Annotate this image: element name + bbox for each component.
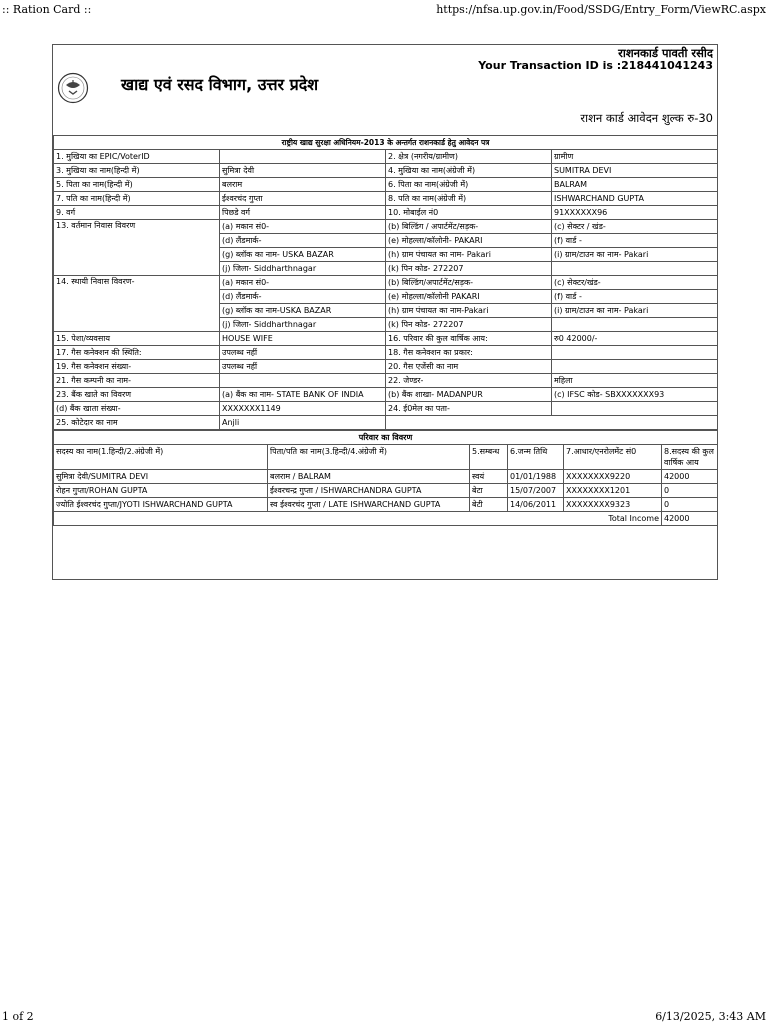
family-member-cell: स्व ईश्वरचंद गुप्ता / LATE ISHWARCHAND GUPTA: [268, 498, 470, 512]
address-field: (b) बिल्डिंग/अपार्टमेंट/सड़क-: [386, 276, 552, 290]
family-details-table: [53, 430, 718, 526]
account-value: XXXXXXX1149: [220, 402, 386, 416]
field-label: 20. गैस एजेंसी का नाम: [386, 360, 552, 374]
family-column-header: 5.सम्बन्ध: [470, 445, 508, 470]
transaction-id: [478, 59, 713, 72]
address-field: (d) लैंडमार्क-: [220, 234, 386, 248]
address-row: [54, 276, 718, 290]
print-footer: [0, 1008, 768, 1024]
field-value: HOUSE WIFE: [220, 332, 386, 346]
family-heading: परिवार का विवरण: [54, 431, 718, 445]
bank-name: (a) बैंक का नाम- STATE BANK OF INDIA: [220, 388, 386, 402]
address-field: (d) लैंडमार्क-: [220, 290, 386, 304]
address-field: (c) सेक्टर/खंड-: [552, 276, 718, 290]
family-member-cell: 01/01/1988: [508, 470, 564, 484]
field-label: 16. परिवार की कुल वार्षिक आय:: [386, 332, 552, 346]
detail-row: [54, 178, 718, 192]
field-value: उपलब्ध नहीं: [220, 346, 386, 360]
field-value: [220, 150, 386, 164]
address-field: (e) मोहल्ला/कॉलोनी- PAKARI: [386, 234, 552, 248]
transaction-value: 218441041243: [621, 59, 713, 72]
email-label: 24. ई0मेल का पता-: [386, 402, 552, 416]
address-label: 14. स्थायी निवास विवरण-: [54, 276, 220, 332]
address-field: (h) ग्राम पंचायत का नाम- Pakari: [386, 248, 552, 262]
family-member-cell: बलराम / BALRAM: [268, 470, 470, 484]
address-field: (j) जिला- Siddharthnagar: [220, 318, 386, 332]
family-member-row: [54, 498, 718, 512]
field-label: 8. पति का नाम(अंग्रेजी में): [386, 192, 552, 206]
address-field: (i) ग्राम/टाउन का नाम- Pakari: [552, 304, 718, 318]
field-label: 22. जेण्डर-: [386, 374, 552, 388]
family-member-cell: 0: [662, 498, 718, 512]
field-label: 5. पिता का नाम(हिन्दी में): [54, 178, 220, 192]
address-field: (g) ब्लॉक का नाम- USKA BAZAR: [220, 248, 386, 262]
detail-row: [54, 374, 718, 388]
field-value: ग्रामीण: [552, 150, 718, 164]
field-label: 10. मोबाईल नं0: [386, 206, 552, 220]
field-value: [552, 360, 718, 374]
family-column-header: पिता/पति का नाम(3.हिन्दी/4.अंग्रेजी में): [268, 445, 470, 470]
field-value: SUMITRA DEVI: [552, 164, 718, 178]
field-label: 6. पिता का नाम(अंग्रेजी में): [386, 178, 552, 192]
family-member-cell: 0: [662, 484, 718, 498]
family-member-row: [54, 484, 718, 498]
field-value: महिला: [552, 374, 718, 388]
field-label: 3. मुखिया का नाम(हिन्दी में): [54, 164, 220, 178]
address-field: (a) मकान सं0-: [220, 220, 386, 234]
field-value: [552, 346, 718, 360]
field-label: 4. मुखिया का नाम(अंग्रेजी में): [386, 164, 552, 178]
total-income-label: Total Income: [54, 512, 662, 526]
field-value: [220, 374, 386, 388]
address-row: [54, 220, 718, 234]
address-field: (g) ब्लॉक का नाम-USKA BAZAR: [220, 304, 386, 318]
address-field: (j) जिला- Siddharthnagar: [220, 262, 386, 276]
field-value: सुमित्रा देवी: [220, 164, 386, 178]
family-member-cell: ज्योति ईश्वरचंद गुप्ता/JYOTI ISHWARCHAND GUPTA: [54, 498, 268, 512]
address-field: (k) पिन कोड- 272207: [386, 262, 552, 276]
family-member-cell: सुमित्रा देवी/SUMITRA DEVI: [54, 470, 268, 484]
field-label: 2. क्षेत्र (नगरीय/ग्रामीण): [386, 150, 552, 164]
family-member-cell: रोहन गुप्ता/ROHAN GUPTA: [54, 484, 268, 498]
transaction-label: Your Transaction ID is :: [478, 59, 622, 72]
address-field: [552, 262, 718, 276]
address-field: (b) बिल्डिंग / अपार्टमेंट/सड़क-: [386, 220, 552, 234]
field-value: ईश्वरचंद गुप्ता: [220, 192, 386, 206]
field-label: 19. गैस कनेक्शन संख्या-: [54, 360, 220, 374]
application-details-table: [53, 135, 718, 430]
family-member-row: [54, 470, 718, 484]
family-column-header: 6.जन्म तिथि: [508, 445, 564, 470]
form-heading: राष्ट्रीय खाद्य सुरक्षा अधिनियम-2013 के अन्तर्गत राशनकार्ड हेतु आवेदन पत्र: [54, 136, 718, 150]
address-field: (e) मोहल्ला/कॉलोनी PAKARI: [386, 290, 552, 304]
address-field: (a) मकान सं0-: [220, 276, 386, 290]
up-government-emblem-icon: [57, 72, 89, 104]
detail-row: [54, 206, 718, 220]
family-member-cell: बेटी: [470, 498, 508, 512]
address-field: [552, 318, 718, 332]
address-field: (f) वार्ड -: [552, 234, 718, 248]
family-member-cell: 42000: [662, 470, 718, 484]
field-label: 17. गैस कनेक्शन की स्थिति:: [54, 346, 220, 360]
field-value: रु0 42000/-: [552, 332, 718, 346]
field-value: 91XXXXXX96: [552, 206, 718, 220]
address-field: (k) पिन कोड- 272207: [386, 318, 552, 332]
print-header-url: https://nfsa.up.gov.in/Food/SSDG/Entry_Form/ViewRC.aspx: [436, 3, 766, 16]
account-row: [54, 402, 718, 416]
field-label: 7. पति का नाम(हिन्दी में): [54, 192, 220, 206]
family-member-cell: 14/06/2011: [508, 498, 564, 512]
address-field: (c) सेक्टर / खंड-: [552, 220, 718, 234]
field-value: पिछडे वर्ग: [220, 206, 386, 220]
family-column-header: सदस्य का नाम(1.हिन्दी/2.अंग्रेजी में): [54, 445, 268, 470]
email-value: [552, 402, 718, 416]
address-field: (i) ग्राम/टाउन का नाम- Pakari: [552, 248, 718, 262]
family-column-header: 8.सदस्य की कुल वार्षिक आय: [662, 445, 718, 470]
detail-row: [54, 346, 718, 360]
family-member-cell: बेटा: [470, 484, 508, 498]
field-value: उपलब्ध नहीं: [220, 360, 386, 374]
receipt-title: राशनकार्ड पावती रसीद: [618, 46, 713, 60]
family-member-cell: 15/07/2007: [508, 484, 564, 498]
kotedar-blank: [386, 416, 718, 430]
field-label: 15. पेशा/व्यवसाय: [54, 332, 220, 346]
address-field: (h) ग्राम पंचायत का नाम-Pakari: [386, 304, 552, 318]
bank-row: [54, 388, 718, 402]
field-label: 9. वर्ग: [54, 206, 220, 220]
print-header: [0, 0, 768, 18]
print-header-title: :: Ration Card ::: [2, 3, 92, 16]
kotedar-value: Anjli: [220, 416, 386, 430]
receipt-header: [53, 45, 717, 135]
address-label: 13. वर्तमान निवास विवरण: [54, 220, 220, 276]
total-income-value: 42000: [662, 512, 718, 526]
detail-row: [54, 150, 718, 164]
family-member-cell: XXXXXXXX9323: [564, 498, 662, 512]
family-member-cell: XXXXXXXX1201: [564, 484, 662, 498]
field-label: 1. मुखिया का EPIC/VoterID: [54, 150, 220, 164]
field-value: ISHWARCHAND GUPTA: [552, 192, 718, 206]
family-member-cell: ईश्वरचन्द्र गुप्ता / ISHWARCHANDRA GUPTA: [268, 484, 470, 498]
field-label: 21. गैस कम्पनी का नाम-: [54, 374, 220, 388]
kotedar-label: 25. कोटेदार का नाम: [54, 416, 220, 430]
field-value: बलराम: [220, 178, 386, 192]
address-field: (f) वार्ड -: [552, 290, 718, 304]
department-title: खाद्य एवं रसद विभाग, उत्तर प्रदेश: [121, 75, 319, 94]
bank-ifsc: (c) IFSC कोड- SBXXXXXXX93: [552, 388, 718, 402]
detail-row: [54, 164, 718, 178]
bank-branch: (b) बैंक शाखा- MADANPUR: [386, 388, 552, 402]
kotedar-row: [54, 416, 718, 430]
ration-card-receipt: [52, 44, 718, 580]
account-label: (d) बैंक खाता संख्या-: [54, 402, 220, 416]
print-timestamp: 6/13/2025, 3:43 AM: [655, 1010, 766, 1023]
family-header-row: [54, 445, 718, 470]
total-income-row: [54, 512, 718, 526]
family-member-cell: स्वयं: [470, 470, 508, 484]
application-fee: राशन कार्ड आवेदन शुल्क रु-30: [580, 111, 713, 125]
family-member-cell: XXXXXXXX9220: [564, 470, 662, 484]
detail-row: [54, 332, 718, 346]
family-column-header: 7.आधार/एनरोलमेंट सं0: [564, 445, 662, 470]
field-value: BALRAM: [552, 178, 718, 192]
detail-row: [54, 192, 718, 206]
bank-label: 23. बैंक खाते का विवरण: [54, 388, 220, 402]
field-label: 18. गैस कनेक्शन का प्रकार:: [386, 346, 552, 360]
family-heading-row: [54, 431, 718, 445]
form-heading-row: [54, 136, 718, 150]
detail-row: [54, 360, 718, 374]
page-number: 1 of 2: [2, 1010, 34, 1023]
